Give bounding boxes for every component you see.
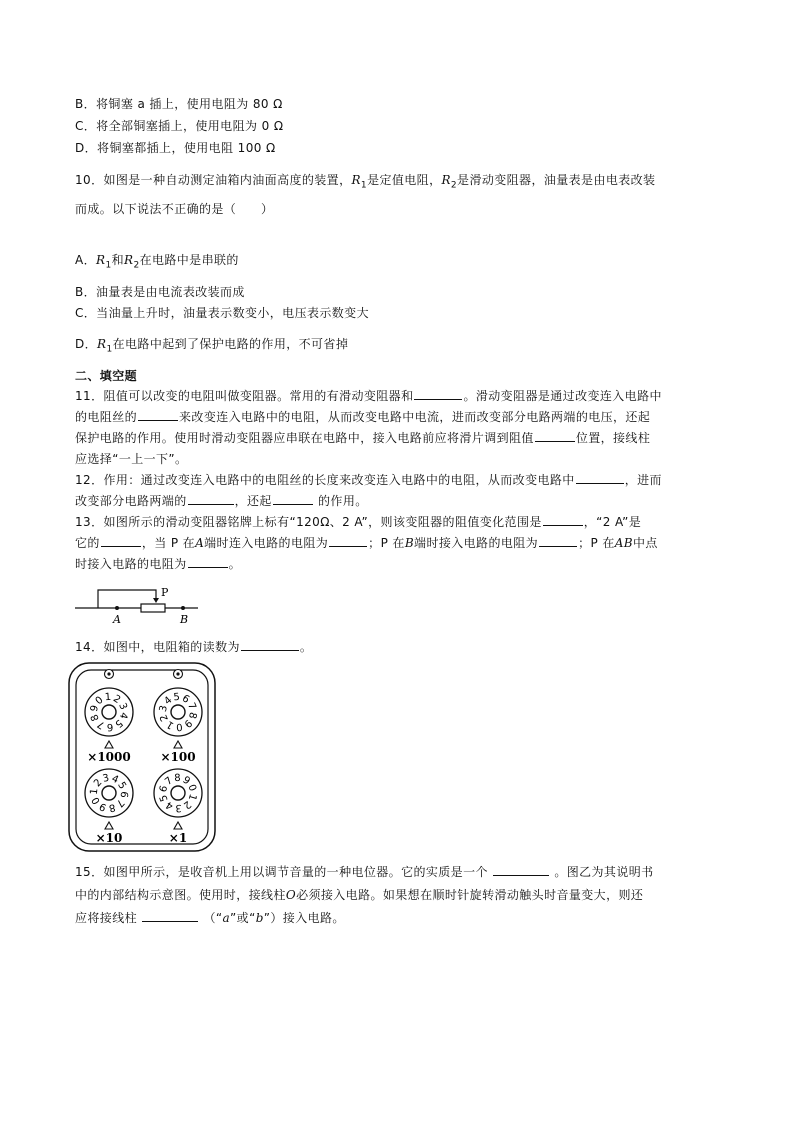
label-a: A bbox=[113, 613, 121, 626]
q11-line2: 的电阻丝的 来改变连入电路中的电阻，从而改变电路中电流，进而改变部分电路两端的电压，还起 bbox=[75, 407, 650, 427]
dial-digit: 6 bbox=[106, 720, 114, 733]
prev-option-d: D．将铜塞都插上，使用电阻 100 Ω bbox=[75, 141, 276, 155]
dial-digit: 8 bbox=[186, 710, 199, 720]
dial-digit: 0 bbox=[90, 794, 103, 806]
dial-digit: 9 bbox=[181, 716, 194, 730]
dial-digit: 8 bbox=[174, 772, 181, 785]
dial-digit: 4 bbox=[116, 711, 130, 720]
q13-line3: 时接入电路的电阻为 。 bbox=[75, 554, 241, 574]
dial-digit: 5 bbox=[158, 793, 171, 803]
multiplier-label: ×10 bbox=[95, 831, 123, 845]
q11-line3: 保护电路的作用。使用时滑动变阻器应串联在电路中，接入电路前应将滑片调到阻值 位置，接线柱 bbox=[75, 428, 650, 448]
dial-digit: 6 bbox=[117, 790, 130, 799]
dial-digit: 4 bbox=[164, 798, 176, 812]
q13-line1: 13．如图所示的滑动变阻器铭牌上标有“120Ω、2 A”，则该变阻器的阻值变化范围是 ，“2 A”是 bbox=[75, 512, 641, 532]
dial-digit: 5 bbox=[115, 780, 128, 792]
q10-option-a: A．$R_1$和$R_2$在电路中是串联的 bbox=[75, 253, 239, 271]
dial-digit: 5 bbox=[173, 691, 181, 704]
dial-digit: 4 bbox=[109, 773, 121, 787]
dial-digit: 6 bbox=[157, 784, 171, 794]
dial-digit: 1 bbox=[104, 691, 112, 704]
dial-digit: 7 bbox=[95, 717, 107, 731]
dial-digit: 7 bbox=[185, 701, 198, 712]
q10-option-c: C．当油量上升时，油量表示数变小，电压表示数变大 bbox=[75, 306, 369, 320]
dial-digit: 2 bbox=[158, 712, 171, 723]
label-b: B bbox=[180, 613, 189, 626]
dial-digit: 1 bbox=[164, 718, 177, 731]
q10-option-d: D．$R_1$在电路中起到了保护电路的作用，不可省掉 bbox=[75, 337, 349, 355]
prev-option-b: B．将铜塞 a 插上，使用电阻为 80 Ω bbox=[75, 97, 283, 111]
terminal-a bbox=[115, 606, 119, 610]
q12-line1: 12．作用：通过改变连入电路中的电阻丝的长度来改变连入电路中的电阻，从而改变电路中 ，进而 bbox=[75, 470, 662, 490]
q10-option-b: B．油量表是由电流表改装而成 bbox=[75, 285, 245, 299]
dial-digit: 4 bbox=[162, 694, 175, 708]
q10-stem-line1: 10．如图是一种自动测定油箱内油面高度的装置，$R_1$是定值电阻，$R_2$是滑动变阻器，油量表是由电表改装 bbox=[75, 173, 656, 191]
dial-digit: 8 bbox=[107, 801, 117, 814]
dial-digit: 2 bbox=[180, 798, 193, 811]
dial-digit: 9 bbox=[97, 799, 109, 813]
dial-digit: 3 bbox=[157, 704, 170, 714]
dial-digit: 2 bbox=[92, 777, 105, 790]
dial-digit: 2 bbox=[111, 693, 123, 707]
dial-digit: 9 bbox=[88, 704, 102, 713]
dial-digit: 0 bbox=[185, 783, 198, 793]
dial-digit: 0 bbox=[175, 720, 183, 733]
prev-option-c: C．将全部铜塞插上，使用电阻为 0 Ω bbox=[75, 119, 284, 133]
dial-digit: 7 bbox=[113, 796, 126, 809]
rheostat-figure bbox=[70, 584, 210, 626]
dial-digit: 6 bbox=[179, 693, 192, 706]
q14-line: 14．如图中，电阻箱的读数为 。 bbox=[75, 637, 312, 657]
terminal-screw-center bbox=[176, 672, 179, 675]
resistance-box-figure bbox=[66, 660, 218, 854]
resistor-body bbox=[141, 604, 165, 612]
q15-line3: 应将接线柱 （“a”或“b”）接入电路。 bbox=[75, 908, 345, 928]
slider-arrow bbox=[153, 598, 159, 603]
dial-digit: 3 bbox=[116, 701, 129, 712]
q15-line1: 15．如图甲所示，是收音机上用以调节音量的一种电位器。它的实质是一个 。图乙为其说明书 bbox=[75, 862, 654, 882]
terminal-screw-center bbox=[107, 672, 110, 675]
dial-digit: 1 bbox=[185, 792, 199, 802]
q15-line2: 中的内部结构示意图。使用时，接线柱O必须接入电路。如果想在顺时针旋转滑动触头时音量变大，则还 bbox=[75, 888, 644, 902]
label-p: P bbox=[161, 586, 169, 599]
dial-digit: 3 bbox=[101, 772, 111, 785]
q13-line2: 它的 ，当 P 在A端时连入电路的电阻为 ；P 在B端时接入电路的电阻为 ；P 在AB中点 bbox=[75, 533, 658, 553]
dial-digit: 3 bbox=[175, 801, 182, 814]
multiplier-label: ×100 bbox=[160, 750, 196, 764]
dial-digit: 0 bbox=[93, 694, 106, 708]
dial-digit: 5 bbox=[112, 716, 125, 730]
dial-digit: 7 bbox=[163, 775, 176, 788]
section-heading: 二、填空题 bbox=[75, 369, 138, 383]
dial-digit: 9 bbox=[180, 774, 192, 788]
dial-digit: 1 bbox=[88, 787, 101, 796]
q12-line2: 改变部分电路两端的 ，还起 的作用。 bbox=[75, 491, 368, 511]
q10-stem-line2: 而成。以下说法不正确的是（ ） bbox=[75, 202, 274, 216]
multiplier-label: ×1 bbox=[168, 831, 188, 845]
q11-line1: 11．阻值可以改变的电阻叫做变阻器。常用的有滑动变阻器和 。滑动变阻器是通过改变连入电路中 bbox=[75, 386, 662, 406]
dial-digit: 8 bbox=[89, 712, 102, 723]
q11-line4: 应选择“一上一下”。 bbox=[75, 452, 188, 466]
multiplier-label: ×1000 bbox=[87, 750, 131, 764]
terminal-b bbox=[181, 606, 185, 610]
